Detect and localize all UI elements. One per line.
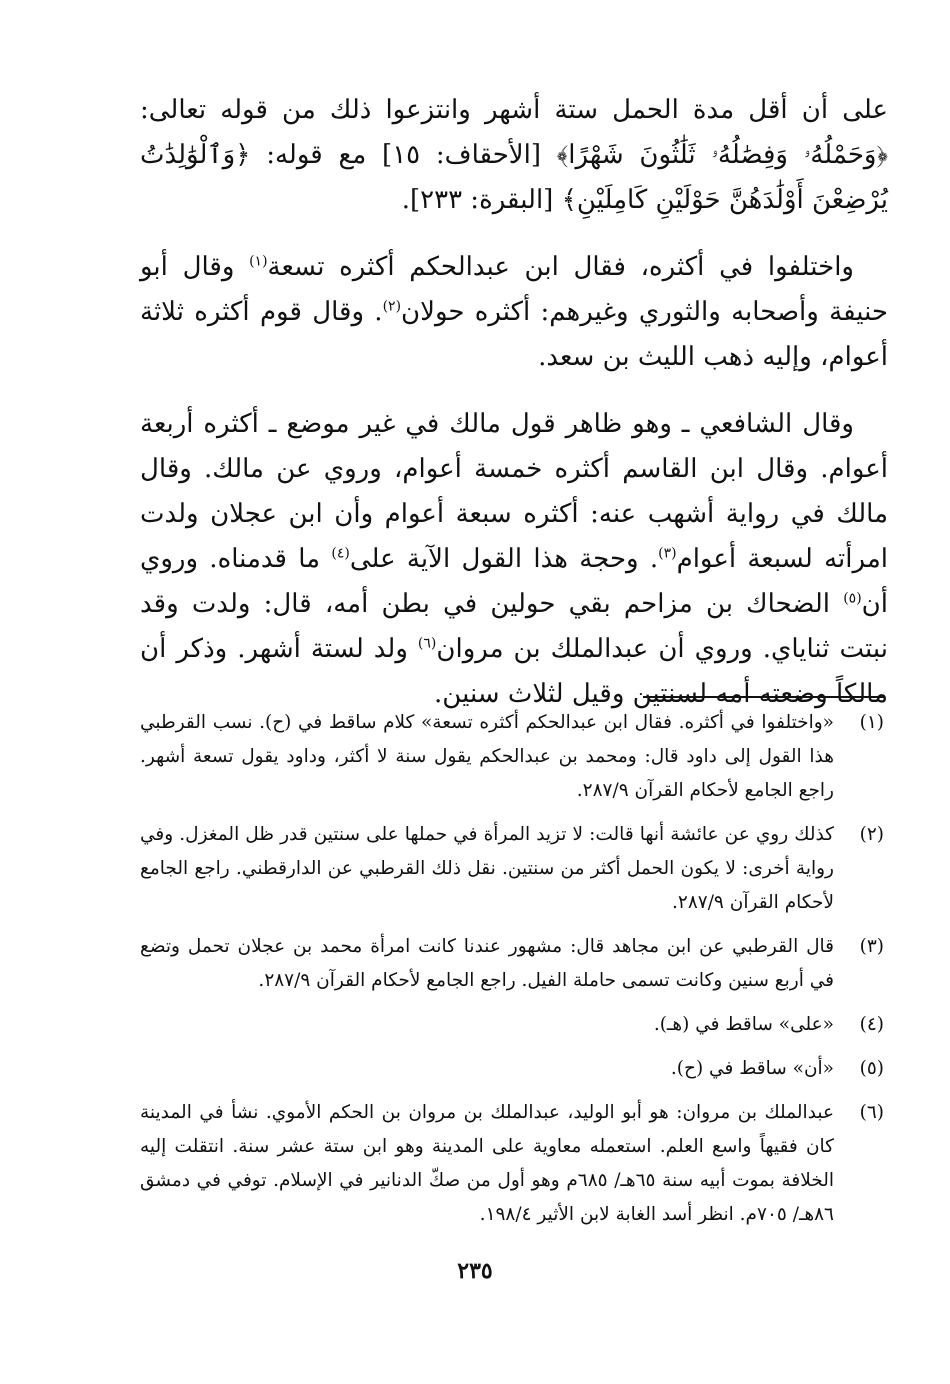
footnote-number: (١) (859, 712, 884, 733)
paragraph-3-text-c: ما قدمناه. وروي أن (140, 544, 888, 619)
footnote-1 (140, 706, 884, 808)
paragraph-2-text-b: وقال أبو حنيفة وأصحابه والثوري وغيرهم: أكثره حولان (140, 252, 888, 327)
footnote-ref-3[interactable]: (٣) (658, 545, 677, 562)
footnote-4 (140, 1008, 884, 1042)
footnote-text: «أن» ساقط في (ح). (670, 1058, 834, 1079)
footnote-ref-5[interactable]: (٥) (843, 590, 862, 607)
footnote-text: قال القرطبي عن ابن مجاهد قال: مشهور عندنا كانت امرأة محمد بن عجلان تحمل وتضع في أربع سنين وكانت تسمى حاملة الفيل. راجع الجامع لأحكام القرآن ٢٨٧/٩. (140, 936, 834, 991)
footnote-text: كذلك روي عن عائشة أنها قالت: لا تزيد المرأة في حملها على سنتين قدر ظل المغزل. وفي رواية أخرى: لا يكون الحمل أكثر من سنتين. نقل ذلك القرطبي عن الدارقطني. راجع الجامع لأحكام القرآن ٢٨٧/٩. (140, 824, 834, 913)
footnote-6 (140, 1096, 884, 1232)
footnote-ref-1[interactable]: (١) (249, 253, 268, 270)
footnote-divider (643, 696, 885, 698)
paragraph-1-text: على أن أقل مدة الحمل ستة أشهر وانتزعوا ذلك من قوله تعالى: ﴿وَحَمْلُهُۥ وَفِصَٰلُهُۥ ثَلَٰثُونَ شَهْرًا﴾ [الأحقاف: ١٥] مع قوله: ﴿وَٱلْوَٰلِدَٰتُ يُرْضِعْنَ أَوْلَٰدَهُنَّ حَوْلَيْنِ كَامِلَيْنِ﴾ [البقرة: ٢٣٣]. (140, 95, 888, 215)
footnote-ref-2[interactable]: (٢) (382, 298, 402, 315)
paragraph-2-text-a: واختلفوا في أكثره، فقال ابن عبدالحكم أكثره تسعة (267, 252, 854, 282)
footnote-2 (140, 818, 884, 920)
footnote-number: (٦) (859, 1102, 884, 1123)
paragraph-3-text-a: وقال الشافعي ـ وهو ظاهر قول مالك في غير موضع ـ أكثره أربعة أعوام. وقال ابن القاسم أكثره خمسة أعوام، وروي عن مالك. وقال مالك في رواية أشهب عنه: أكثره سبعة أعوام وأن ابن عجلان ولدت امرأته لسبعة أعوام (140, 409, 888, 574)
footnote-ref-6[interactable]: (٦) (417, 635, 437, 652)
footnote-text: عبدالملك بن مروان: هو أبو الوليد، عبدالملك بن مروان بن الحكم الأموي. نشأ في المدينة كان فقيهاً واسع العلم. استعمله معاوية على المدينة وهو ابن ستة عشر سنة. انتقلت إليه الخلافة بموت أبيه سنة ٦٥هـ/ ٦٨٥م وهو أول من صكّ الدنانير في الإسلام. توفي في دمشق ٨٦هـ/ ٧٠٥م. انظر أسد الغابة لابن الأثير ١٩٨/٤. (140, 1102, 835, 1225)
paragraph-3-text-d: الضحاك بن مزاحم بقي حولين في بطن أمه، قال: ولدت وقد نبتت ثناياي. وروي أن عبدالملك بن مروان (140, 589, 888, 664)
footnote-number: (٥) (859, 1058, 884, 1079)
footnote-3 (140, 930, 884, 998)
paragraph-3-text-e: ولد لستة أشهر. وذكر أن مالكاً وضعته أمه لسنتين وقيل لثلاث سنين. (140, 634, 888, 709)
footnote-ref-4[interactable]: (٤) (331, 545, 350, 562)
footnote-5 (140, 1052, 884, 1086)
page-number: ٢٣٥ (457, 1258, 493, 1284)
paragraph-2-text-c: . وقال قوم أكثره ثلاثة أعوام، وإليه ذهب الليث بن سعد. (140, 297, 888, 372)
paragraph-3 (140, 402, 888, 717)
paragraph-1 (140, 88, 888, 223)
paragraph-2 (140, 245, 888, 380)
footnotes-section (140, 706, 884, 1242)
footnote-text: «واختلفوا في أكثره. فقال ابن عبدالحكم أكثره تسعة» كلام ساقط في (ح). نسب القرطبي هذا القول إلى داود قال: ومحمد بن عبدالحكم يقول سنة لا أكثر، وداود يقول تسعة أشهر. راجع الجامع لأحكام القرآن ٢٨٧/٩. (140, 712, 834, 801)
paragraph-3-text-b: . وحجة هذا القول الآية على (349, 544, 659, 574)
footnote-text: «على» ساقط في (هـ). (653, 1014, 834, 1035)
main-text-body (140, 88, 888, 739)
footnote-number: (٤) (859, 1014, 884, 1035)
footnote-number: (٢) (859, 824, 884, 845)
footnote-number: (٣) (859, 936, 884, 957)
